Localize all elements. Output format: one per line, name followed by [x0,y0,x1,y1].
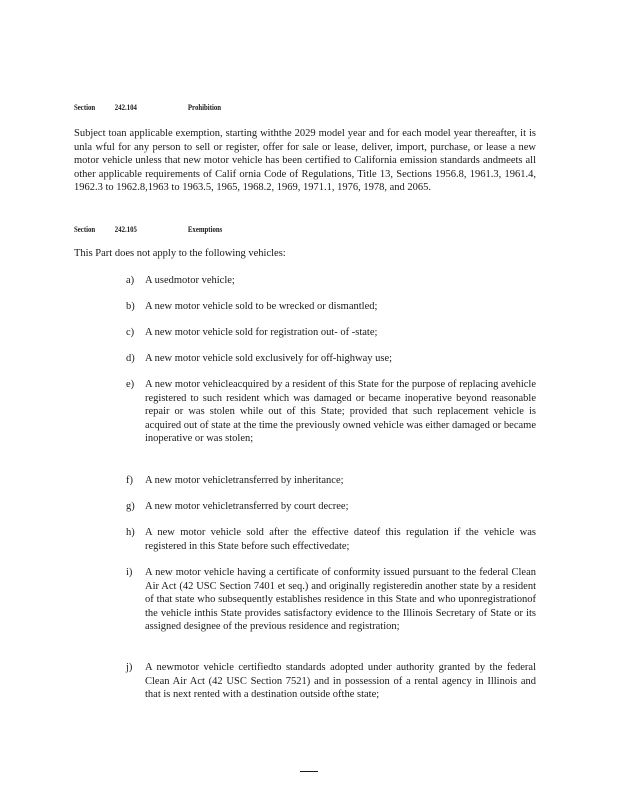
item-text: A new motor vehicle sold to be wrecked or dismantled; [145,301,378,312]
section-label: Section [74,103,96,112]
item-text: A new motor vehicle sold for registration out- of -state; [145,327,378,338]
item-text: A usedmotor vehicle; [145,275,235,286]
section-title: Exemptions [187,225,223,234]
item-label: b) [126,301,135,312]
item-text: A new motor vehicletransferred by court decree; [145,501,349,512]
item-label: c) [126,327,135,338]
item-label: f) [126,475,133,486]
footer-rule [300,771,318,772]
item-label: a) [126,275,135,286]
exemptions-intro: This Part does not apply to the following vehicles: [74,248,286,259]
section-title: Prohibition [187,103,222,112]
item-label: e) [126,379,135,390]
exemption-item-j [126,661,536,702]
item-label: g) [126,501,135,512]
exemption-item-a [126,274,536,288]
section-heading-242-104 [74,103,221,112]
item-label: h) [126,527,135,538]
item-text: A new motor vehicleacquired by a resident of this State for the purpose of replacing avehicle registered to such resident which was damaged or became inoperative beyond reasonable repair or was stolen while out of this State; provided that such replacement vehicle is acquired out of state at the time the previously owned vehicle was either damaged or became inoperative or was stolen; [145,379,536,445]
exemption-item-f [126,474,536,488]
item-label: i) [126,567,133,578]
item-text: A new motor vehicle sold exclusively for off-highway use; [145,353,393,364]
prohibition-paragraph: Subject toan applicable exemption, starting withthe 2029 model year and for each model year thereafter, it is unla wful for any person to sell or register, offer for sale or lease, deliver, import, purchase, or lease a new motor vehicle unless that new motor vehicle has been certified to California emission standards andmeets all other applicable requirements of Calif ornia Code of Regulations, Title 13, Sections 1956.8, 1961.3, 1961.4, 1962.3 to 1962.8,1963 to 1963.5, 1965, 1968.2, 1969, 1971.1, 1976, 1978, and 2065. [74,128,536,194]
exemption-item-c [126,326,536,340]
item-label: d) [126,353,135,364]
item-text: A new motor vehicle having a certificate of conformity issued pursuant to the federal Clean Air Act (42 USC Section 7401 et seq.) and originally registeredin another state by a resident of that state who subsequently establishes residence in this State and who uponregistrationof the vehicle inthis State provides satisfactory evidence to the Illinois Secretary of State or its assigned designee of the previous residence and registration; [145,567,536,633]
section-heading-242-105 [74,225,222,234]
section-number: 242.105 [114,225,137,234]
item-text: A new motor vehicletransferred by inheritance; [145,475,344,486]
section-number: 242.104 [114,103,137,112]
exemption-item-b [126,300,536,314]
exemption-item-e [126,378,536,446]
exemption-item-g [126,500,536,514]
exemption-item-h [126,526,536,553]
item-text: A newmotor vehicle certifiedto standards adopted under authority granted by the federal Clean Air Act (42 USC Section 7521) and in possession of a rental agency in Illinois and that is next rented with a destination outside ofthe state; [145,662,536,701]
section-label: Section [74,225,96,234]
exemption-item-i [126,566,536,634]
item-label: j) [126,662,133,673]
exemption-item-d [126,352,536,366]
item-text: A new motor vehicle sold after the effective dateof this regulation if the vehicle was registered in this State before such effectivedate; [145,527,536,552]
